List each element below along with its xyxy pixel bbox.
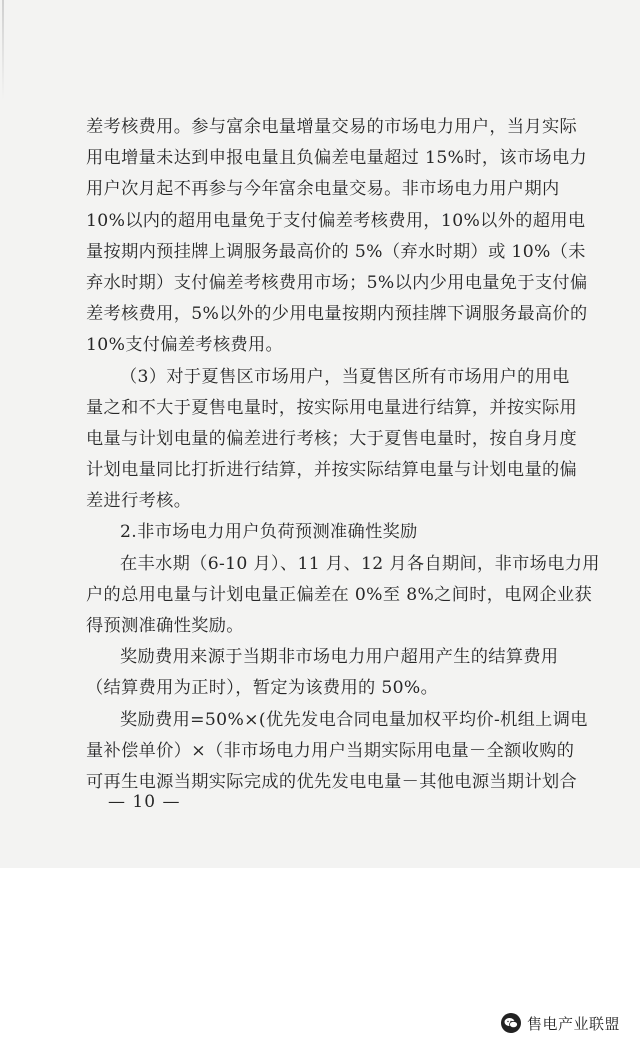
text-line: 可再生电源当期实际完成的优先发电电量－其他电源当期计划合 (86, 771, 578, 792)
text-line: 奖励费用=50%×(优先发电合同电量加权平均价-机组上调电 (120, 709, 588, 730)
text-line: （结算费用为正时），暂定为该费用的 50%。 (86, 678, 439, 699)
text-line: 用户次月起不再参与今年富余电量交易。非市场电力用户期内 (86, 179, 560, 200)
text-line: 差考核费用，5%以外的少用电量按期内预挂牌下调服务最高价的 (86, 304, 588, 325)
text-line: 弃水时期）支付偏差考核费用市场；5%以内少用电量免于支付偏 (86, 272, 588, 293)
text-line: 奖励费用来源于当期非市场电力用户超用产生的结算费用 (120, 647, 559, 668)
text-line: 10%支付偏差考核费用。 (86, 335, 284, 356)
text-line: 用电增量未达到申报电量且负偏差电量超过 15%时，该市场电力 (86, 148, 588, 169)
document-body (86, 112, 600, 798)
page-number: — 10 — (108, 792, 181, 812)
text-line: 差考核费用。参与富余电量增量交易的市场电力用户，当月实际 (86, 117, 578, 137)
text-line: 得预测准确性奖励。 (86, 616, 244, 636)
section-heading: 2.非市场电力用户负荷预测准确性奖励 (120, 522, 418, 543)
text-line: 10%以内的超用电量免于支付偏差考核费用，10%以外的超用电 (86, 210, 586, 231)
wechat-icon (501, 1013, 521, 1033)
page-edge-shadow (2, 0, 4, 100)
text-line: 量补偿单价）×（非市场电力用户当期实际用电量－全额收购的 (86, 740, 575, 761)
watermark-text: 售电产业联盟 (526, 1014, 620, 1033)
text-line: （3）对于夏售区市场用户，当夏售区所有市场用户的用电 (120, 366, 570, 387)
text-line: 量按期内预挂牌上调服务最高价的 5%（弃水时期）或 10%（未 (86, 241, 586, 262)
text-line: 在丰水期（6-10 月）、11 月、12 月各自期间，非市场电力用 (120, 553, 600, 574)
text-line: 电量与计划电量的偏差进行考核；大于夏售电量时，按自身月度 (86, 428, 578, 449)
text-line: 户的总用电量与计划电量正偏差在 0%至 8%之间时，电网企业获 (86, 584, 592, 605)
wechat-icon-glyph (504, 1017, 518, 1029)
text-line: 量之和不大于夏售电量时，按实际用电量进行结算，并按实际用 (86, 397, 578, 418)
text-line: 计划电量同比打折进行结算，并按实际结算电量与计划电量的偏 (86, 460, 578, 481)
text-line: 差进行考核。 (86, 491, 192, 512)
watermark (501, 1011, 620, 1035)
